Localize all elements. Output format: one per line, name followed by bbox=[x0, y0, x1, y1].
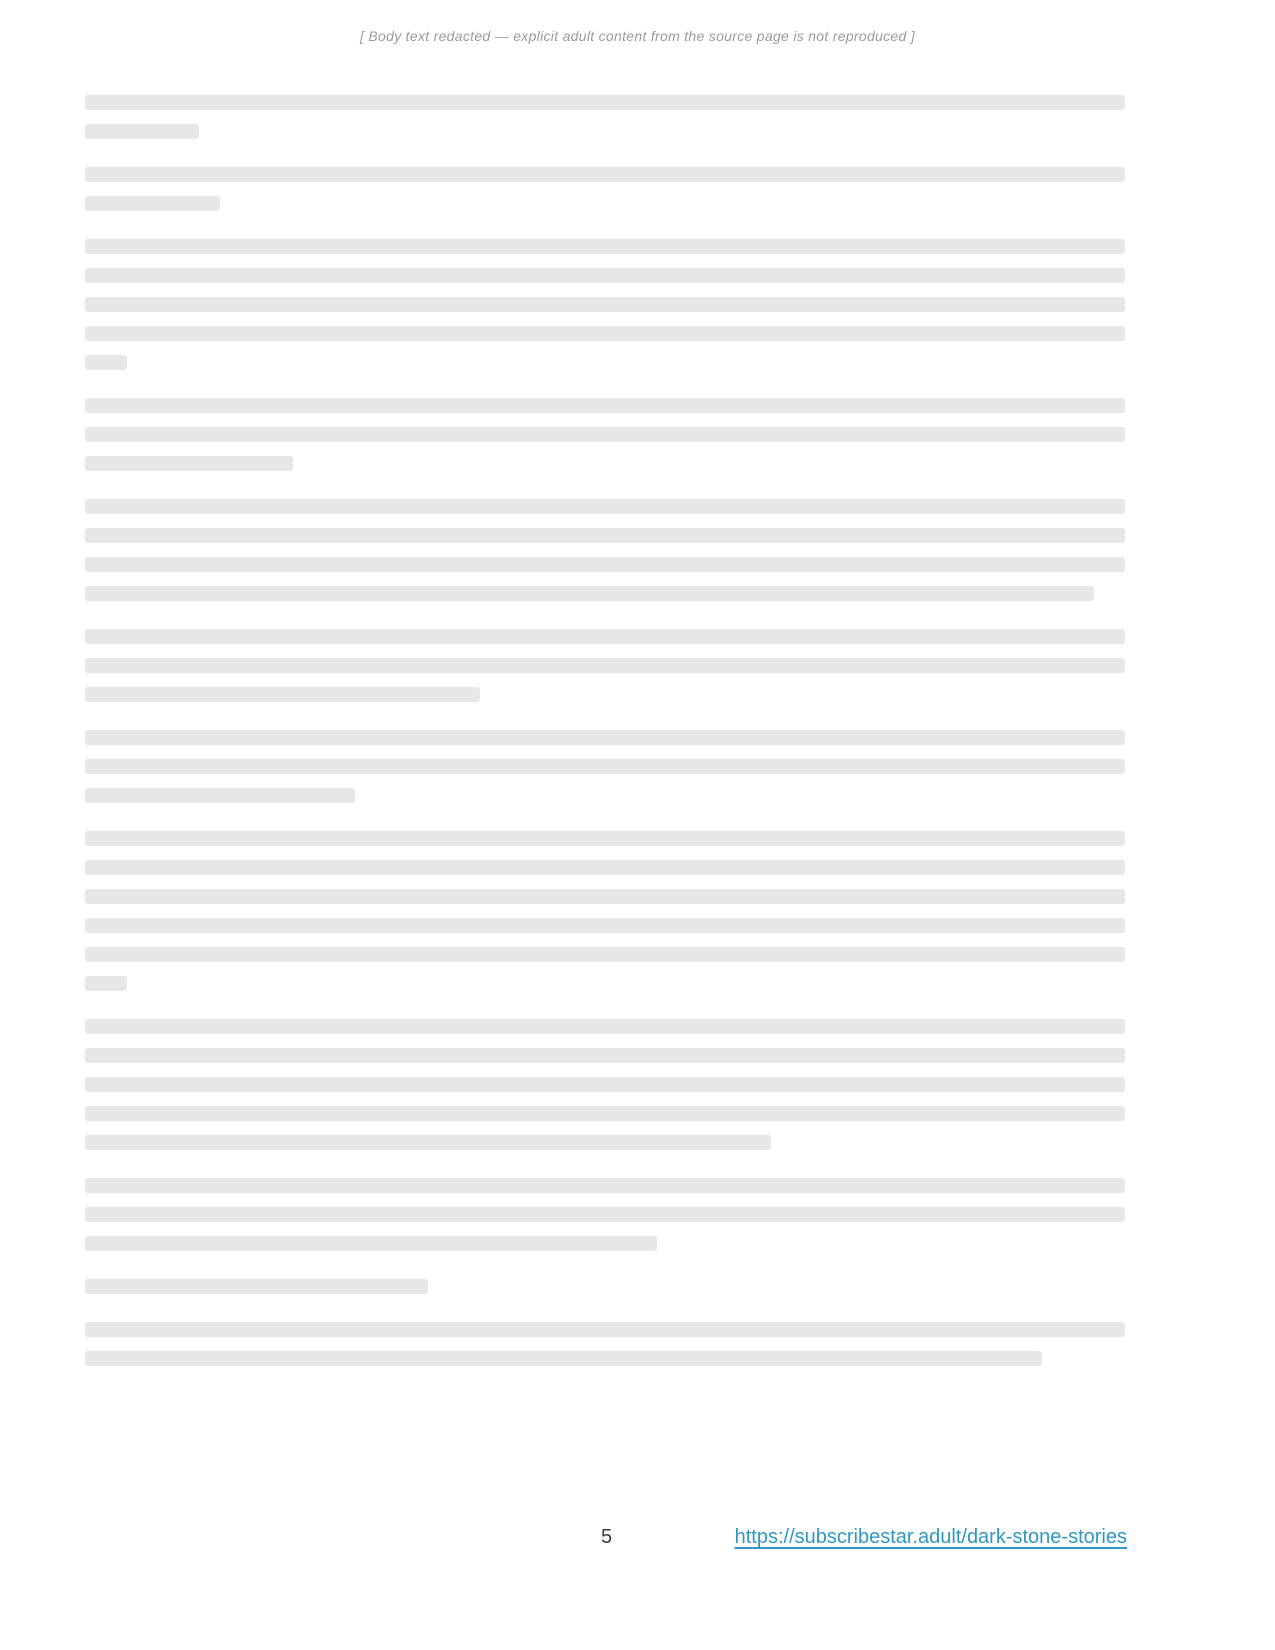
redacted-text-line bbox=[85, 160, 1125, 189]
redacted-text-line bbox=[85, 882, 1125, 911]
paragraph-redacted bbox=[85, 88, 1125, 146]
paragraph-redacted bbox=[85, 723, 1125, 810]
paragraph-redacted bbox=[85, 1171, 1125, 1258]
redacted-text-line bbox=[85, 853, 1125, 882]
paragraph-redacted bbox=[85, 160, 1125, 218]
redacted-text-line bbox=[85, 1315, 1125, 1344]
paragraph-redacted bbox=[85, 824, 1125, 998]
redacted-text-line bbox=[85, 290, 1125, 319]
redacted-text-line bbox=[85, 189, 1125, 218]
redacted-text-line bbox=[85, 1070, 1125, 1099]
redacted-text-line bbox=[85, 1200, 1125, 1229]
redacted-text-line bbox=[85, 622, 1125, 651]
paragraph-redacted bbox=[85, 1012, 1125, 1157]
redacted-text-line bbox=[85, 1229, 1125, 1258]
redacted-text-line bbox=[85, 550, 1125, 579]
redacted-text-line bbox=[85, 969, 1125, 998]
redacted-text-line bbox=[85, 348, 1125, 377]
page-footer bbox=[0, 1522, 1275, 1562]
redacted-text-line bbox=[85, 680, 1125, 709]
paragraph-redacted bbox=[85, 1315, 1125, 1373]
redacted-text-line bbox=[85, 1128, 1125, 1157]
redacted-text-line bbox=[85, 911, 1125, 940]
redacted-text-line bbox=[85, 651, 1125, 680]
footer-link[interactable]: https://subscribestar.adult/dark-stone-stories bbox=[734, 1526, 1127, 1548]
redacted-text-line bbox=[85, 449, 1125, 478]
redacted-text-line bbox=[85, 1099, 1125, 1128]
redacted-text-line bbox=[85, 752, 1125, 781]
redacted-text-line bbox=[85, 420, 1125, 449]
redacted-text-line bbox=[85, 1012, 1125, 1041]
paragraph-redacted bbox=[85, 232, 1125, 377]
page-number: 5 bbox=[601, 1526, 613, 1548]
redacted-text-line bbox=[85, 1171, 1125, 1200]
redacted-text-line bbox=[85, 88, 1125, 117]
redacted-text-line bbox=[85, 232, 1125, 261]
redacted-text-line bbox=[85, 261, 1125, 290]
redacted-text-line bbox=[85, 781, 1125, 810]
document-body bbox=[85, 88, 1125, 1387]
redacted-text-line bbox=[85, 579, 1125, 608]
paragraph-redacted bbox=[85, 492, 1125, 608]
redacted-text-line bbox=[85, 117, 1125, 146]
redacted-text-line bbox=[85, 492, 1125, 521]
paragraph-redacted bbox=[85, 1272, 1125, 1301]
redacted-text-line bbox=[85, 521, 1125, 550]
redacted-text-line bbox=[85, 824, 1125, 853]
paragraph-redacted bbox=[85, 622, 1125, 709]
redacted-text-line bbox=[85, 391, 1125, 420]
redacted-text-line bbox=[85, 319, 1125, 348]
redacted-text-line bbox=[85, 723, 1125, 752]
redacted-text-line bbox=[85, 1041, 1125, 1070]
redacted-text-line bbox=[85, 940, 1125, 969]
redacted-text-line bbox=[85, 1272, 1125, 1301]
paragraph-redacted bbox=[85, 391, 1125, 478]
redaction-notice: [ Body text redacted — explicit adult content from the source page is not reproduced ] bbox=[360, 28, 915, 44]
redacted-text-line bbox=[85, 1344, 1125, 1373]
